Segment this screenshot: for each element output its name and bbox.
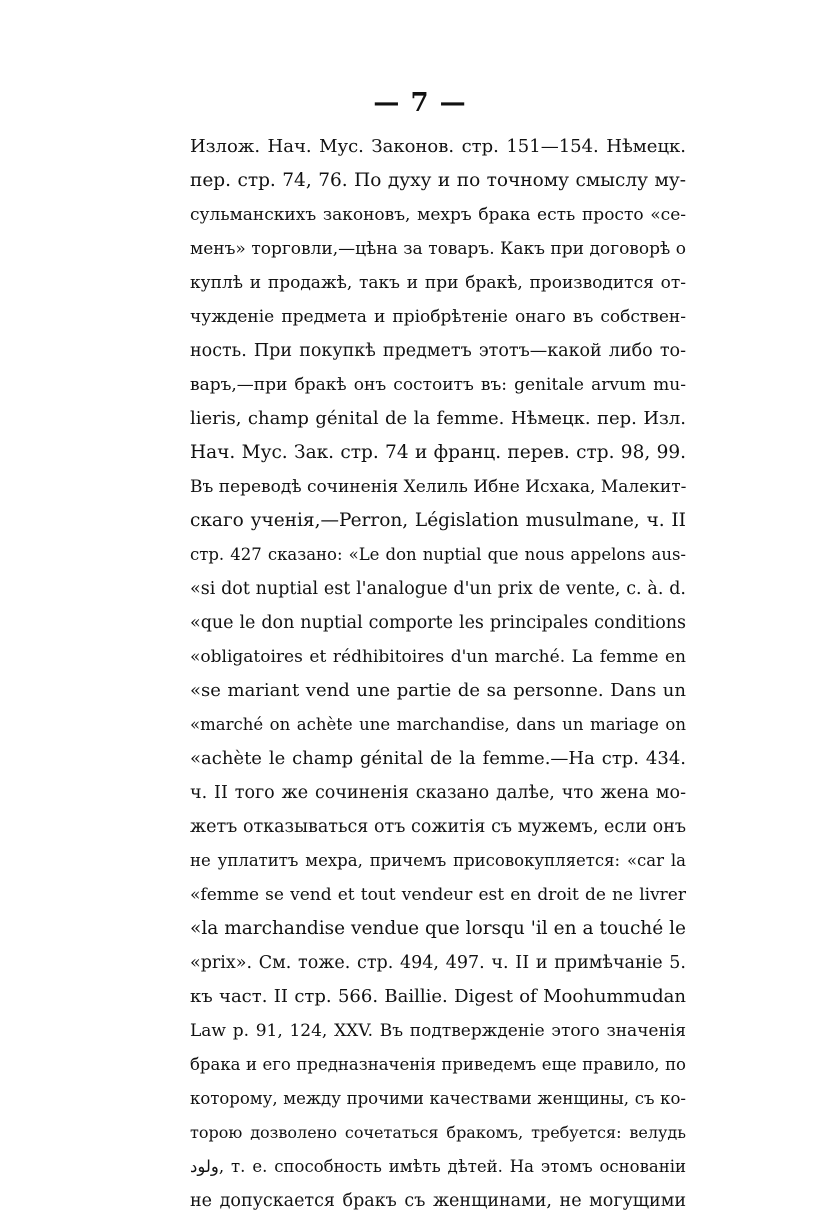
page-number: — 7 — [373, 88, 467, 118]
text-line: «si dot nuptial est l'analogue d'un prix de vente, c. à. d. [190, 579, 686, 599]
text-line: Въ переводѣ сочиненія Хелиль Ибне Исхака, Малекит- [190, 477, 686, 497]
text-line: ность. При покупкѣ предметъ этотъ—какой либо то- [190, 341, 686, 361]
text-line: «que le don nuptial comporte les principales conditions [190, 613, 686, 633]
text-line: «obligatoires et rédhibitoires d'un marché. La femme en [190, 647, 686, 667]
text-line: торою дозволено сочетаться бракомъ, требуется: велудь [190, 1123, 686, 1142]
text-line: жетъ отказываться отъ сожитія съ мужемъ, если онъ [190, 817, 686, 837]
text-line: ولود, т. е. способность имѣть дѣтей. На этомъ основаніи [190, 1157, 686, 1176]
text-line: брака и его предназначенія приведемъ еще правило, по [190, 1055, 686, 1074]
text-line: «la marchandise vendue que lorsqu 'il en a touché le [190, 918, 686, 939]
text-line: куплѣ и продажѣ, такъ и при бракѣ, производится от- [190, 273, 686, 293]
text-line: скаго ученія,—Perron, Législation musulmane, ч. II [190, 510, 686, 531]
text-line: не уплатитъ мехра, причемъ присовокупляется: «car la [190, 851, 686, 870]
text-line: стр. 427 сказано: «Le don nuptial que nous appelons aus- [190, 545, 686, 564]
text-line: менъ» торговли,—цѣна за товаръ. Какъ при договорѣ о [190, 239, 686, 259]
text-line: «achète le champ génital de la femme.—На стр. 434. [190, 748, 686, 769]
text-line: «femme se vend et tout vendeur est en droit de ne livrer [190, 885, 686, 905]
text-line: къ част. II стр. 566. Baillie. Digest of Moohummudan [190, 986, 686, 1007]
body-text [190, 130, 686, 1218]
text-line: ч. II того же сочиненія сказано далѣе, что жена мо- [190, 783, 686, 803]
text-line: сульманскихъ законовъ, мехръ брака есть просто «се- [190, 205, 686, 225]
text-line: пер. стр. 74, 76. По духу и по точному смыслу му- [190, 170, 686, 191]
text-line: «marché on achète une marchandise, dans un mariage on [190, 715, 686, 734]
text-line: «se mariant vend une partie de sa personne. Dans un [190, 680, 686, 701]
text-line: «prix». См. тоже. стр. 494, 497. ч. II и примѣчаніе 5. [190, 953, 686, 973]
text-line: Излож. Нач. Мус. Законов. стр. 151—154. Нѣмецк. [190, 136, 686, 157]
text-line: lieris, champ génital de la femme. Нѣмецк. пер. Изл. [190, 408, 686, 429]
text-line: Law p. 91, 124, XXV. Въ подтвержденіе этого значенія [190, 1021, 686, 1041]
text-line: варъ,—при бракѣ онъ состоитъ въ: genitale arvum mu- [190, 375, 686, 395]
text-line: не допускается бракъ съ женщинами, не могущими [190, 1191, 686, 1211]
text-line: чужденіе предмета и пріобрѣтеніе онаго въ собствен- [190, 307, 686, 327]
text-line: Нач. Мус. Зак. стр. 74 и франц. перев. стр. 98, 99. [190, 442, 686, 463]
text-line: которому, между прочими качествами женщины, съ ко- [190, 1089, 686, 1108]
